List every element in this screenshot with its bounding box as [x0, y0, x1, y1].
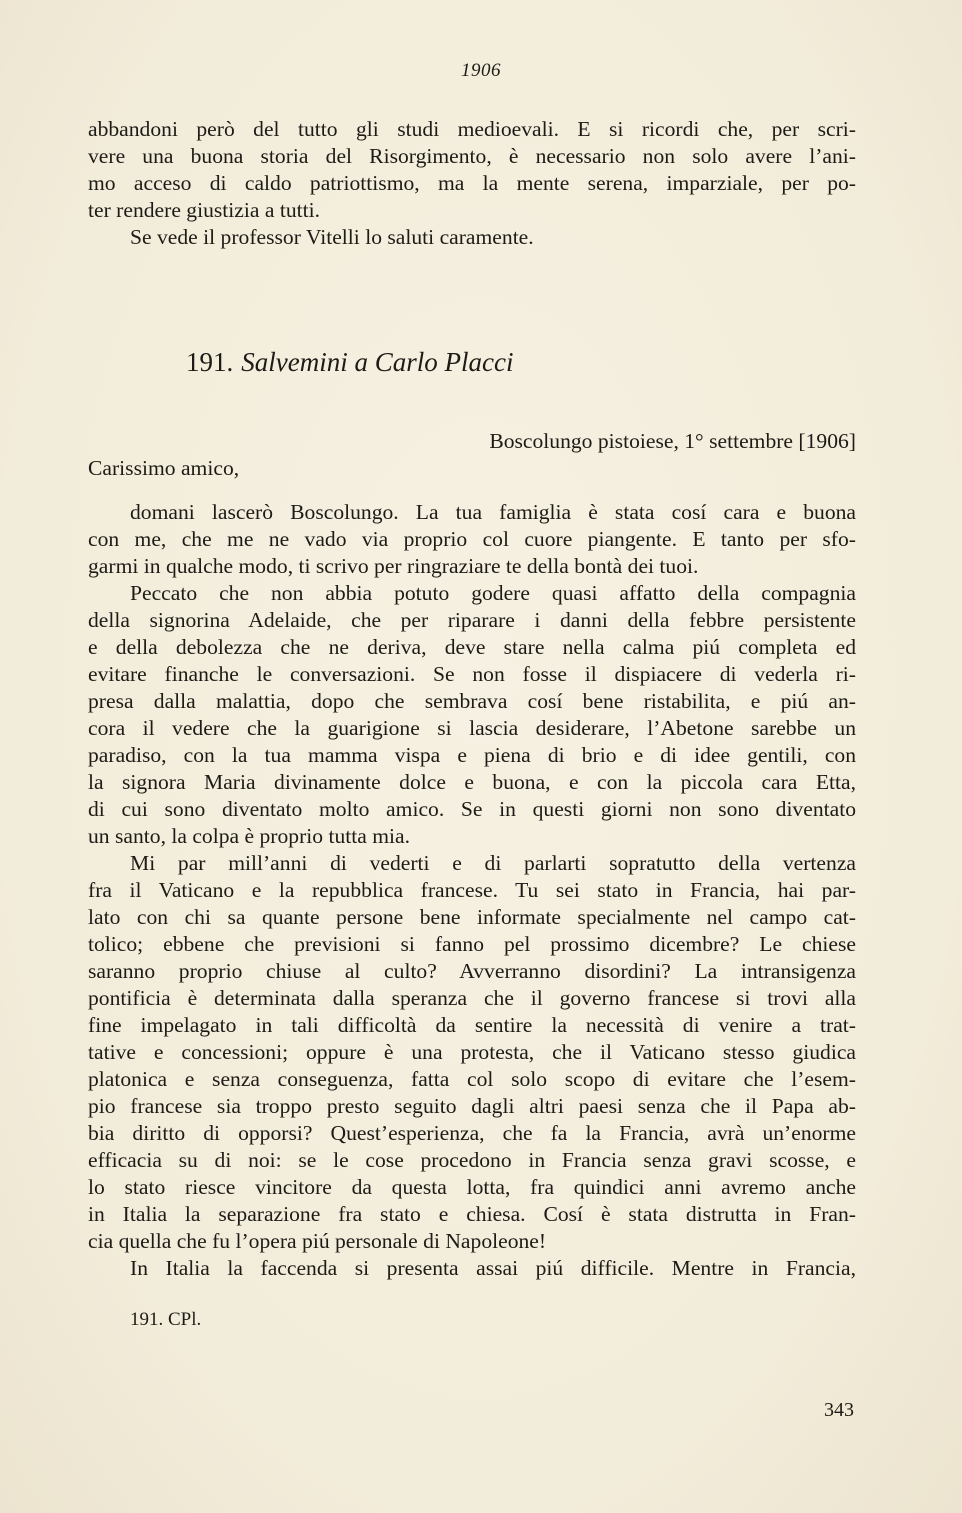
- text-line: lato con chi sa quante persone bene informate specialmente nel campo cat-: [88, 905, 856, 929]
- intro-paragraphs: [88, 116, 856, 251]
- text-line: ter rendere giustizia a tutti.: [88, 198, 321, 222]
- text-line: la signora Maria divinamente dolce e buona, e con la piccola cara Etta,: [88, 770, 856, 794]
- footnote: 191. CPl.: [130, 1309, 202, 1330]
- text-line: tolico; ebbene che previsioni si fanno pel prossimo dicembre? Le chiese: [88, 932, 856, 956]
- text-line: cora il vedere che la guarigione si lascia desiderare, l’Abetone sarebbe un: [88, 716, 856, 740]
- text-line: un santo, la colpa è proprio tutta mia.: [88, 824, 411, 848]
- running-head: 1906: [461, 60, 501, 81]
- text-line: in Italia la separazione fra stato e chiesa. Cosí è stata distrutta in Fran-: [88, 1202, 856, 1226]
- text-line: fra il Vaticano e la repubblica francese. Tu sei stato in Francia, hai par-: [88, 878, 856, 902]
- text-line: saranno proprio chiuse al culto? Avverranno disordini? La intransigenza: [88, 959, 856, 983]
- text-line: platonica e senza conseguenza, fatta col solo scopo di evitare che l’esem-: [88, 1067, 856, 1091]
- text-line: pio francese sia troppo presto seguito dagli altri paesi senza che il Papa ab-: [88, 1094, 856, 1118]
- text-line: della signorina Adelaide, che per riparare i danni della febbre persistente: [88, 608, 856, 632]
- letter-number: 191.: [186, 347, 234, 377]
- text-line: Mi par mill’anni di vederti e di parlarti sopratutto della vertenza: [130, 851, 856, 875]
- page-number: 343: [824, 1399, 854, 1421]
- text-line: cia quella che fu l’opera piú personale di Napoleone!: [88, 1229, 547, 1253]
- place-and-date: Boscolungo pistoiese, 1° settembre [1906]: [489, 429, 856, 453]
- text-line: mo acceso di caldo patriottismo, ma la mente serena, imparziale, per po-: [88, 171, 856, 195]
- text-line: bia diritto di opporsi? Quest’esperienza, che fa la Francia, avrà un’enorme: [88, 1121, 856, 1145]
- text-line: efficacia su di noi: se le cose procedono in Francia senza gravi scosse, e: [88, 1148, 856, 1172]
- text-line: di cui sono diventato molto amico. Se in questi giorni non sono diventato: [88, 797, 856, 821]
- text-line: abbandoni però del tutto gli studi medioevali. E si ricordi che, per scri-: [88, 117, 856, 141]
- text-line: con me, che me ne vado via proprio col cuore piangente. E tanto per sfo-: [88, 527, 856, 551]
- letter-body: [88, 499, 856, 1282]
- text-line: Peccato che non abbia potuto godere quasi affatto della compagnia: [130, 581, 856, 605]
- text-line: domani lascerò Boscolungo. La tua famiglia è stata cosí cara e buona: [130, 500, 856, 524]
- text-line: vere una buona storia del Risorgimento, è necessario non solo avere l’ani-: [88, 144, 856, 168]
- text-line: paradiso, con la tua mamma vispa e piena di brio e di idee gentili, con: [88, 743, 856, 767]
- text-line: e della debolezza che ne deriva, deve stare nella calma piú completa ed: [88, 635, 856, 659]
- letter-title: Salvemini a Carlo Placci: [241, 347, 514, 377]
- text-line: Se vede il professor Vitelli lo saluti caramente.: [130, 225, 534, 249]
- text-line: evitare finanche le conversazioni. Se non fosse il dispiacere di vederla ri-: [88, 662, 856, 686]
- text-line: fine impelagato in tali difficoltà da sentire la necessità di venire a trat-: [88, 1013, 856, 1037]
- letter-heading: [186, 344, 513, 380]
- text-line: presa dalla malattia, dopo che sembrava cosí bene ristabilita, e piú an-: [88, 689, 856, 713]
- salutation: Carissimo amico,: [88, 456, 240, 480]
- text-line: In Italia la faccenda si presenta assai piú difficile. Mentre in Francia,: [130, 1256, 856, 1280]
- text-line: pontificia è determinata dalla speranza che il governo francese si trovi alla: [88, 986, 856, 1010]
- text-line: tative e concessioni; oppure è una protesta, che il Vaticano stesso giudica: [88, 1040, 856, 1064]
- text-line: garmi in qualche modo, ti scrivo per ringraziare te della bontà dei tuoi.: [88, 554, 699, 578]
- text-line: lo stato riesce vincitore da questa lotta, fra quindici anni avremo anche: [88, 1175, 856, 1199]
